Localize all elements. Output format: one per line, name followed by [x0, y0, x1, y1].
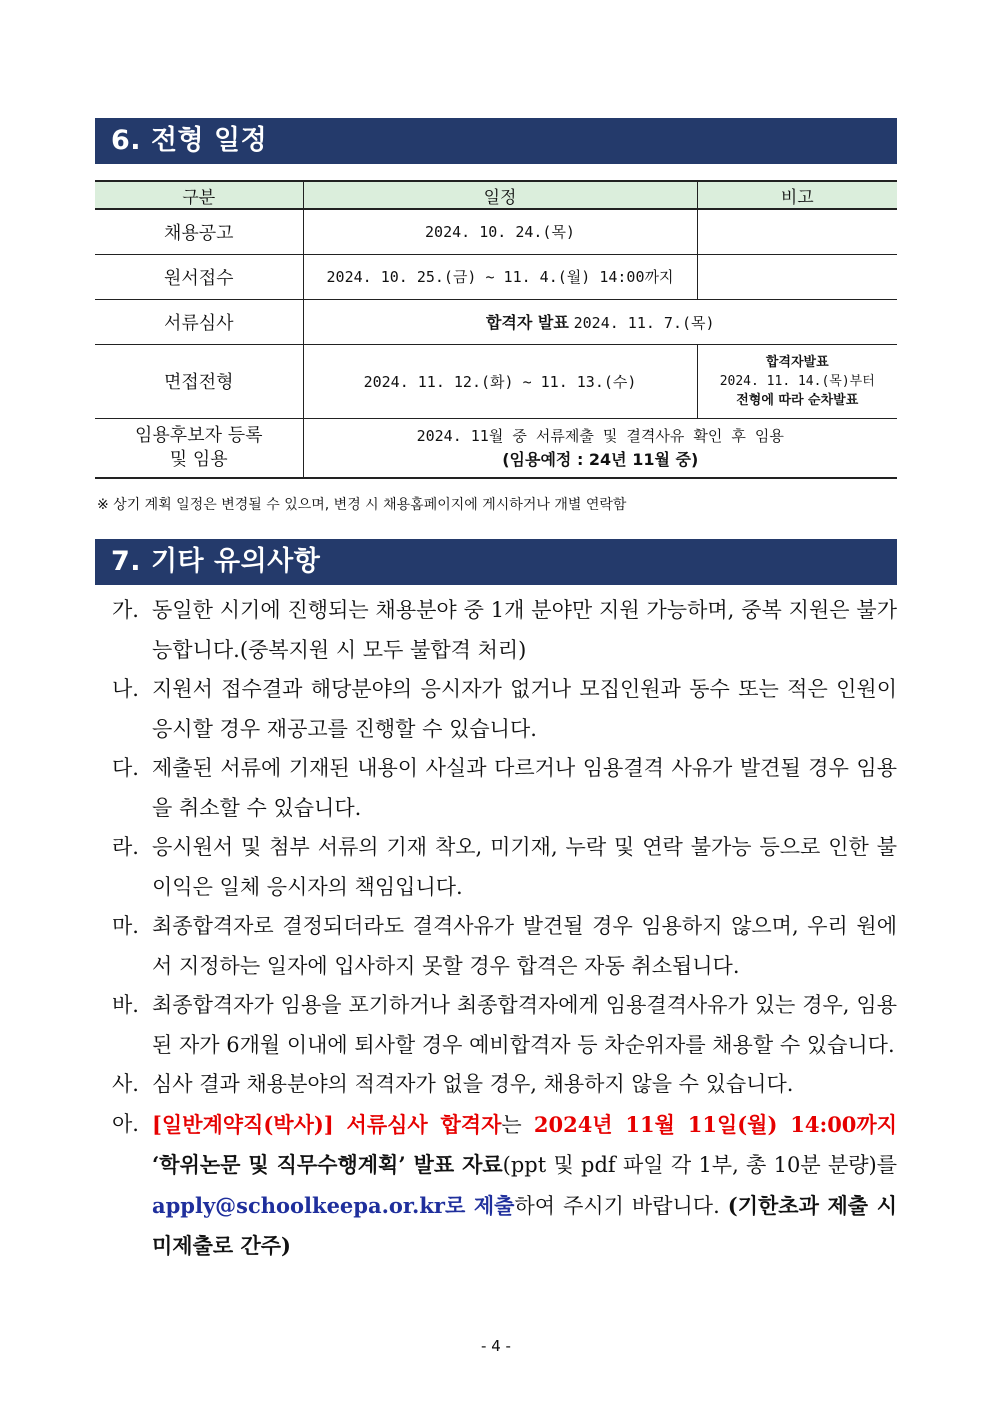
item-marker: 아.	[112, 1111, 139, 1136]
item-text: 동일한 시기에 진행되는 채용분야 중 1개 분야만 지원 가능하며, 중복 지원은 불가능합니다.(중복지원 시 모두 불합격 처리)	[152, 598, 897, 662]
item-text: 는	[501, 1112, 534, 1137]
notes-list	[112, 591, 897, 1267]
row-date: 2024. 10. 24.(목)	[303, 209, 697, 254]
list-item	[112, 828, 897, 907]
table-row	[95, 254, 897, 299]
label-line: 및 임용	[169, 448, 228, 470]
row-label: 서류심사	[95, 299, 303, 344]
item-text: (ppt 및 pdf 파일 각 1부, 총 10분 분량)를	[502, 1153, 897, 1177]
table-row	[95, 418, 897, 478]
item-text: 지원서 접수결과 해당분야의 응시자가 없거나 모집인원과 동수 또는 적은 인원이 응시할 경우 재공고를 진행할 수 있습니다.	[152, 677, 897, 741]
row-note	[697, 344, 897, 418]
row-label: 채용공고	[95, 209, 303, 254]
list-item	[112, 907, 897, 986]
row-label: 원서접수	[95, 254, 303, 299]
col-header-remarks: 비고	[697, 181, 897, 209]
list-item	[112, 749, 897, 828]
page-number: - 4 -	[481, 1337, 511, 1355]
schedule-note: ※ 상기 계획 일정은 변경될 수 있으며, 변경 시 채용홈페이지에 게시하거나 개별 연락함	[97, 497, 627, 513]
col-header-category: 구분	[95, 181, 303, 209]
item-marker: 나.	[112, 677, 139, 701]
row-label: 면접전형	[95, 344, 303, 418]
row-date-value: 2024. 11. 7.(목)	[573, 314, 715, 332]
row-date: 2024. 11. 12.(화) ~ 11. 13.(수)	[303, 344, 697, 418]
note-line: 전형에 따라 순차발표	[736, 392, 859, 408]
label-line: 임용후보자 등록	[135, 424, 263, 446]
table-row	[95, 209, 897, 254]
row-date	[303, 299, 897, 344]
item-marker: 다.	[112, 756, 139, 780]
item-marker: 라.	[112, 835, 139, 859]
list-item	[112, 670, 897, 749]
item-marker: 마.	[112, 914, 139, 938]
item-marker: 가.	[112, 598, 139, 622]
list-item	[112, 1065, 897, 1105]
date-line: (임용예정 : 24년 11월 중)	[502, 449, 699, 469]
item-text: 응시원서 및 첨부 서류의 기재 착오, 미기재, 누락 및 연락 불가능 등으로 인한 불이익은 일체 응시자의 책임입니다.	[152, 835, 897, 899]
section-6-heading: 6. 전형 일정	[95, 118, 897, 164]
highlight-materials: ‘학위논문 및 직무수행계획’ 발표 자료	[152, 1152, 503, 1177]
note-line: 2024. 11. 14.(목)부터	[719, 373, 875, 389]
row-date: 2024. 10. 25.(금) ~ 11. 4.(월) 14:00까지	[303, 254, 697, 299]
highlight-warning: (기한초과 제출 시 미제출로 간주)	[152, 1192, 898, 1258]
row-note	[697, 254, 897, 299]
row-note	[697, 209, 897, 254]
item-marker: 사.	[112, 1072, 139, 1096]
list-item	[112, 986, 897, 1065]
item-text: 제출된 서류에 기재된 내용이 사실과 다르거나 임용결격 사유가 발견될 경우 임용을 취소할 수 있습니다.	[152, 756, 897, 820]
date-line: 2024. 11월 중 서류제출 및 결격사유 확인 후 임용	[416, 426, 784, 445]
item-text: 최종합격자로 결정되더라도 결격사유가 발견될 경우 임용하지 않으며, 우리 원에서 지정하는 일자에 입사하지 못할 경우 합격은 자동 취소됩니다.	[152, 914, 897, 978]
item-text: 최종합격자가 임용을 포기하거나 최종합격자에게 임용결격사유가 있는 경우, 임용된 자가 6개월 이내에 퇴사할 경우 예비합격자 등 차순위자를 채용할 수 있습니다.	[152, 993, 897, 1057]
item-text: 심사 결과 채용분야의 적격자가 없을 경우, 채용하지 않을 수 있습니다.	[152, 1072, 794, 1096]
highlight-deadline: 2024년 11월 11일(월) 14:00까지	[533, 1111, 897, 1137]
schedule-table	[95, 180, 897, 479]
row-date-bold: 합격자 발표	[485, 313, 569, 332]
list-item-submission	[112, 1105, 897, 1267]
list-item	[112, 591, 897, 670]
note-line: 합격자발표	[765, 354, 829, 370]
section-7-heading: 7. 기타 유의사항	[95, 539, 897, 585]
email-link[interactable]: apply@schoolkeepa.or.kr로 제출	[152, 1192, 515, 1218]
item-marker: 바.	[112, 993, 139, 1017]
table-row	[95, 344, 897, 418]
row-label	[95, 418, 303, 478]
row-date	[303, 418, 897, 478]
item-text: 하여 주시기 바랍니다.	[514, 1193, 728, 1218]
table-header-row	[95, 181, 897, 209]
col-header-schedule: 일정	[303, 181, 697, 209]
highlight-applicant: [일반계약직(박사)] 서류심사 합격자	[152, 1111, 502, 1137]
table-row	[95, 299, 897, 344]
